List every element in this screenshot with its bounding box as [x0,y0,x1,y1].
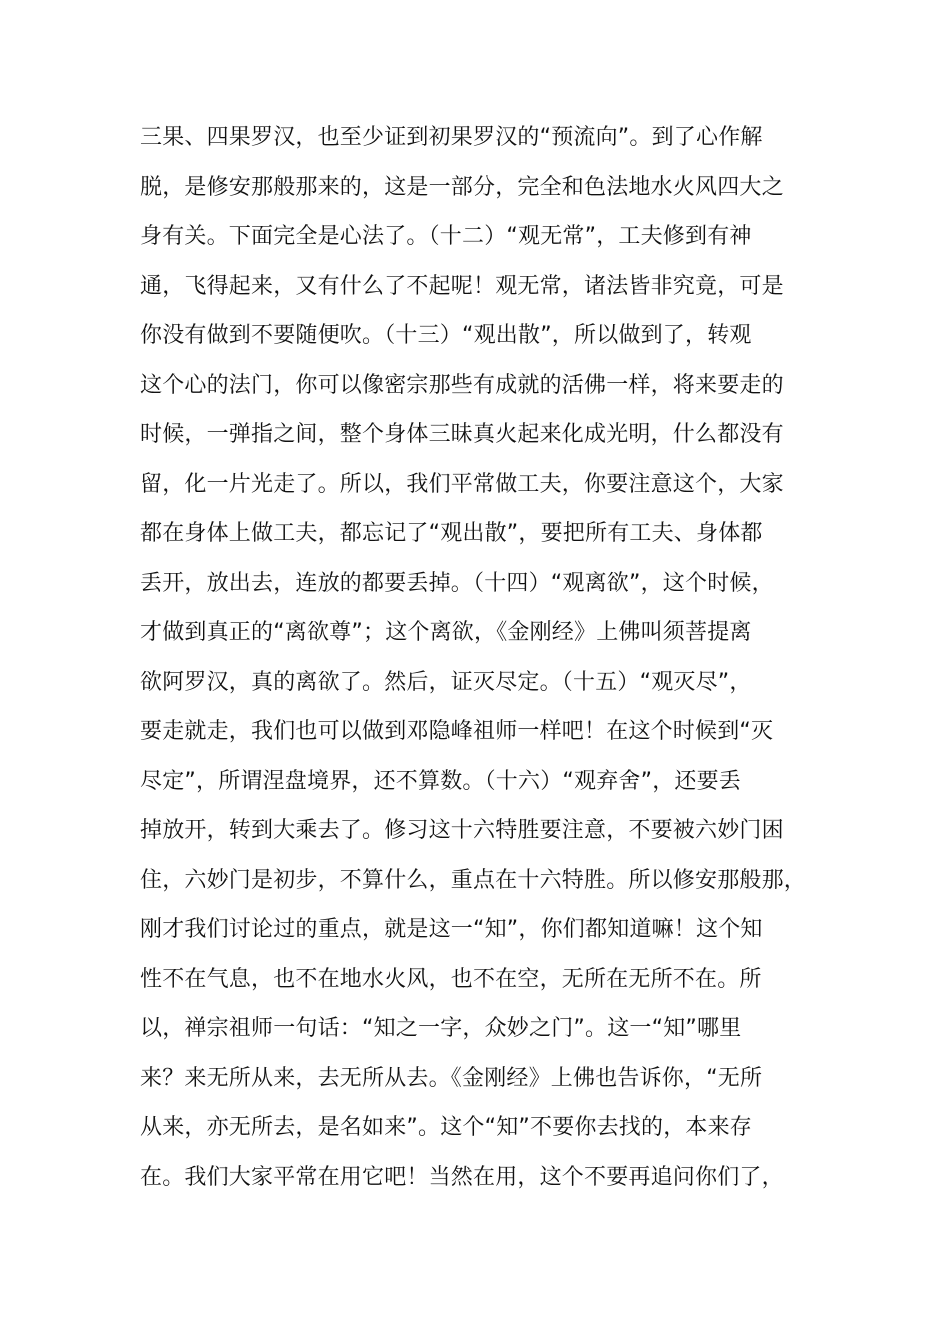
text-line: 时候，一弹指之间，整个身体三昧真火起来化成光明，什么都没有 [140,422,784,447]
text-line: 通，飞得起来，又有什么了不起呢！观无常，诸法皆非究竟，可是 [140,273,784,299]
body-text [140,113,820,1202]
text-line: 丢开，放出去，连放的都要丢掉。（十四）“观离欲”，这个时候， [140,570,774,596]
text-line: 才做到真正的“离欲尊”；这个离欲，《金刚经》上佛叫须菩提离 [140,620,752,645]
text-line: 脱，是修安那般那来的，这是一部分，完全和色法地水火风四大之 [140,174,784,200]
text-line: 留，化一片光走了。所以，我们平常做工夫，你要注意这个，大家 [140,471,784,497]
text-line: 三果、四果罗汉，也至少证到初果罗汉的“预流向”。到了心作解 [140,125,763,150]
text-line: 从来，亦无所去，是名如来”。这个“知”不要你去找的，本来存 [140,1115,752,1140]
text-line: 要走就走，我们也可以做到邓隐峰祖师一样吧！在这个时候到“灭 [140,719,774,744]
text-line: 这个心的法门，你可以像密宗那些有成就的活佛一样，将来要走的 [140,372,784,398]
text-line: 身有关。下面完全是心法了。（十二）“观无常”，工夫修到有神 [140,224,752,249]
text-line: 在。我们大家平常在用它吧！当然在用，这个不要再追问你们了， [140,1164,784,1190]
text-line: 掉放开，转到大乘去了。修习这十六特胜要注意，不要被六妙门困 [140,818,784,843]
text-line: 尽定”，所谓涅盘境界，还不算数。（十六）“观弃舍”，还要丢 [140,768,741,794]
text-line: 住，六妙门是初步，不算什么，重点在十六特胜。所以修安那般那， [140,867,807,893]
text-line: 刚才我们讨论过的重点，就是这一“知”，你们都知道嘛！这个知 [140,917,763,942]
text-line: 你没有做到不要随便吹。（十三）“观出散”，所以做到了，转观 [140,323,752,348]
text-line: 都在身体上做工夫，都忘记了“观出散”，要把所有工夫、身体都 [140,521,763,546]
text-line: 性不在气息，也不在地水火风，也不在空，无所在无所不在。所 [140,966,762,992]
text-line: 欲阿罗汉，真的离欲了。然后，证灭尽定。（十五）“观灭尽”， [140,669,752,695]
text-line: 以，禅宗祖师一句话：“知之一字，众妙之门”。这一“知”哪里 [140,1016,742,1041]
text-line: 来？来无所从来，去无所从去。《金刚经》上佛也告诉你，“无所 [140,1065,763,1091]
